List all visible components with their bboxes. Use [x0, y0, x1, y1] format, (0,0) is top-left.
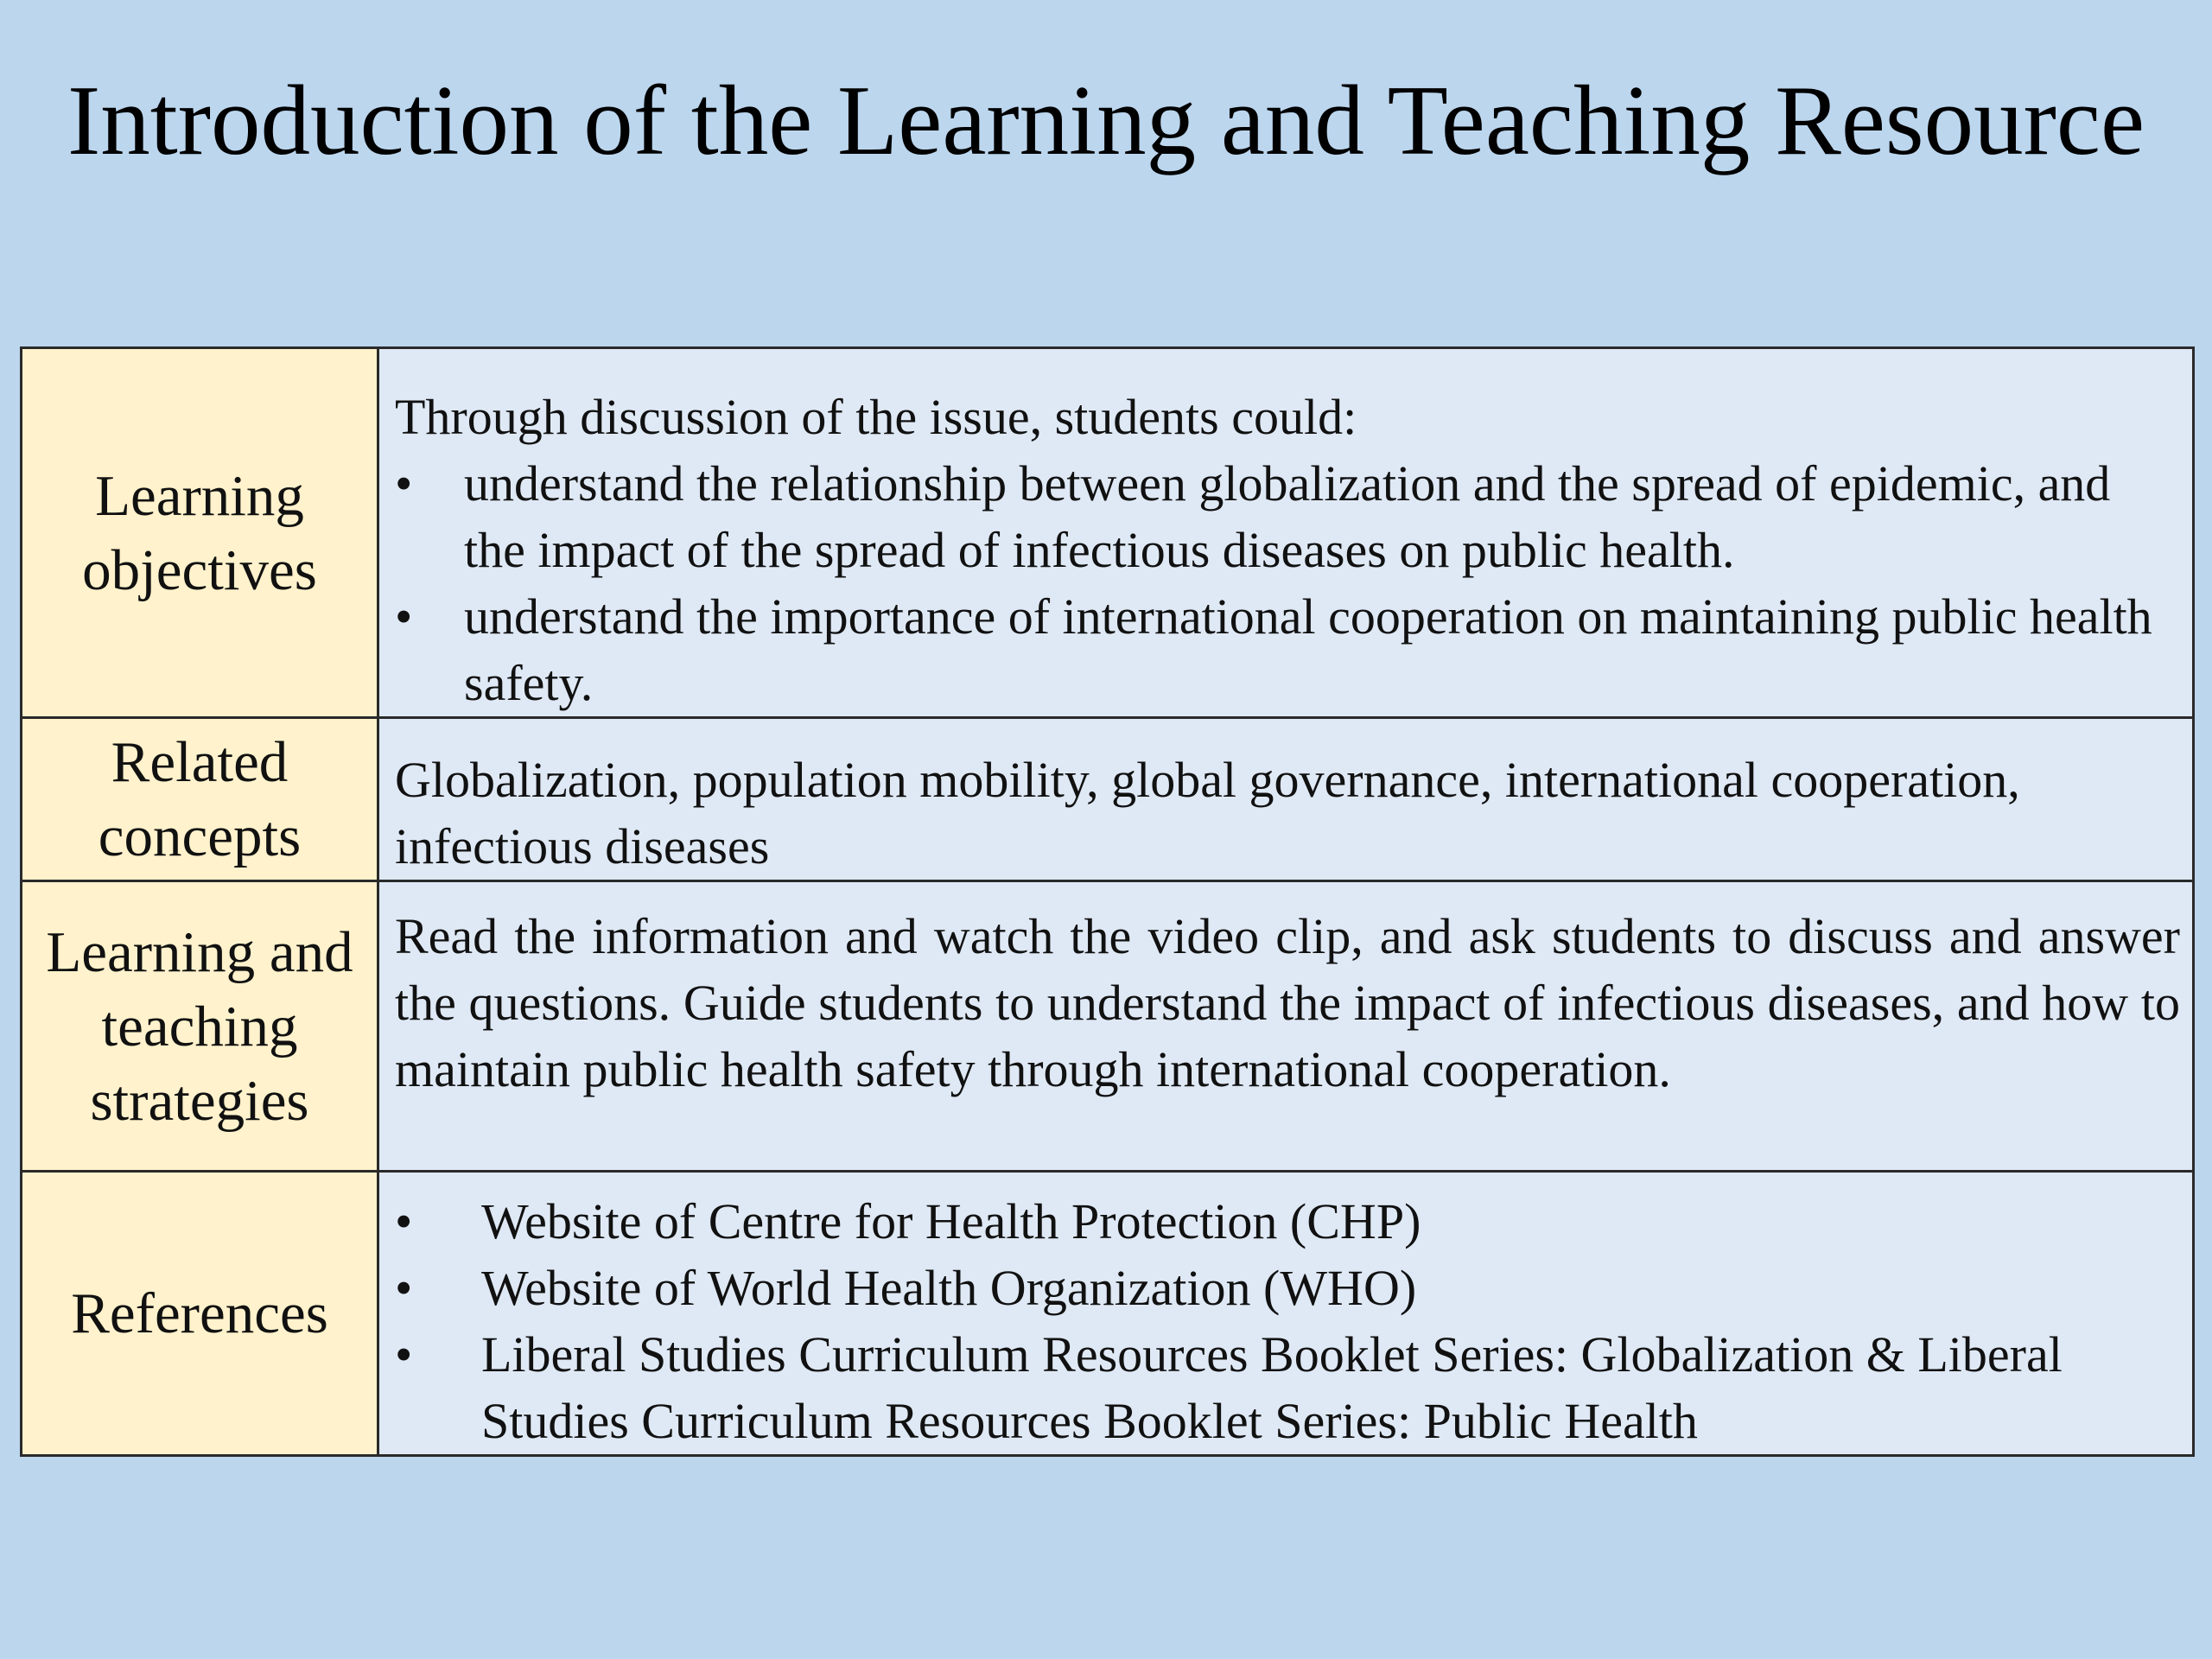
bullet-icon: • [395, 455, 413, 512]
bullet-icon: • [395, 588, 413, 645]
learning-objectives-intro: Through discussion of the issue, students could: [395, 389, 1357, 445]
list-item [395, 1188, 2180, 1255]
list-item [395, 1255, 2180, 1321]
strategies-text: Read the information and watch the video clip, and ask students to discuss and answer the questions. Guide students to understand the impact of infectious diseases, and how to maintain public health safety through international cooperation. [395, 908, 2180, 1097]
table-row-learning-objectives [22, 348, 2194, 718]
table-row-strategies [22, 881, 2194, 1172]
related-concepts-text: Globalization, population mobility, global governance, international cooperation, infectious diseases [395, 752, 2020, 874]
learning-objectives-content [378, 348, 2194, 718]
references-list [395, 1188, 2180, 1454]
references-content [378, 1172, 2194, 1456]
reference-who: Website of World Health Organization (WHO) [481, 1260, 1417, 1316]
learning-objectives-list [395, 450, 2180, 716]
related-concepts-content [378, 718, 2194, 881]
list-item [395, 450, 2180, 583]
table-row-related-concepts [22, 718, 2194, 881]
reference-booklets: Liberal Studies Curriculum Resources Booklet Series: Globalization & Liberal Studies Curriculum Resources Booklet Series: Public Health [481, 1326, 2063, 1449]
related-concepts-label: Related concepts [22, 718, 378, 881]
strategies-label: Learning and teaching strategies [22, 881, 378, 1172]
reference-chp: Website of Centre for Health Protection (CHP) [481, 1193, 1421, 1249]
bullet-icon: • [395, 1260, 413, 1316]
slide-title: Introduction of the Learning and Teaching Resource [67, 66, 2145, 175]
strategies-content [378, 881, 2194, 1172]
learning-objective-text: understand the importance of international cooperation on maintaining public health safety. [464, 588, 2152, 711]
bullet-icon: • [395, 1193, 413, 1249]
references-label: References [22, 1172, 378, 1456]
table-row-references [22, 1172, 2194, 1456]
bullet-icon: • [395, 1326, 413, 1382]
learning-objective-text: understand the relationship between globalization and the spread of epidemic, and the impact of the spread of infectious diseases on public health. [464, 455, 2111, 578]
resource-table [20, 346, 2195, 1457]
list-item [395, 583, 2180, 716]
list-item [395, 1321, 2180, 1454]
learning-objectives-label: Learning objectives [22, 348, 378, 718]
